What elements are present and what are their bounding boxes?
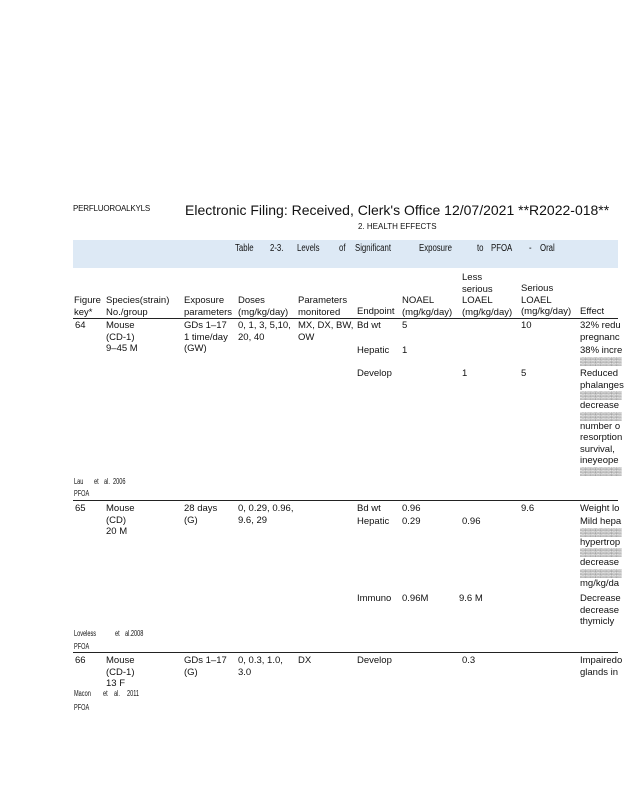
col-header-exposure: Exposure parameters bbox=[184, 295, 233, 318]
caption-word: Exposure bbox=[419, 243, 452, 254]
exposure-cell: 28 days (G) bbox=[184, 503, 218, 526]
less-serious-loael-cell: 9.6 M bbox=[459, 593, 483, 604]
effect-cell: Mild hepa ▒▒▒▒▒▒▒▒ hypertrop ▒▒▒▒▒▒▒▒ decrease ▒▒▒▒▒▒▒▒ mg/kg/da bbox=[580, 516, 622, 589]
caption-word: - bbox=[529, 243, 532, 254]
serious-loael-cell: 10 bbox=[521, 320, 532, 331]
citation-etal: al. bbox=[104, 477, 110, 486]
exposure-cell: GDs 1–17 (G) bbox=[184, 655, 227, 678]
noael-cell: 0.29 bbox=[402, 516, 421, 527]
caption-word: Levels bbox=[297, 243, 320, 254]
exposure-cell: GDs 1–17 1 time/day (GW) bbox=[184, 320, 228, 354]
citation-etal: et bbox=[94, 477, 99, 486]
less-serious-loael-cell: 0.96 bbox=[462, 516, 481, 527]
col-header-effect: Effect bbox=[580, 306, 605, 317]
endpoint-cell: Develop bbox=[357, 655, 392, 666]
noael-cell: 1 bbox=[402, 345, 408, 356]
effect-cell: 38% incre ▒▒▒▒▒▒▒▒ bbox=[580, 345, 623, 366]
header-rule bbox=[73, 318, 618, 319]
chemical-label: PFOA bbox=[74, 703, 90, 712]
params-cell: MX, DX, BW, OW bbox=[298, 320, 354, 343]
effect-cell: Impairedo glands in bbox=[580, 655, 623, 678]
running-head: PERFLUOROALKYLS bbox=[73, 204, 151, 213]
illegible-text: ▒▒▒▒▒▒▒▒ bbox=[580, 466, 622, 476]
citation-author: Loveless bbox=[74, 629, 97, 638]
endpoint-cell: Immuno bbox=[357, 593, 392, 604]
effect-cell: Weight lo bbox=[580, 503, 620, 514]
endpoint-cell: Bd wt bbox=[357, 503, 381, 514]
col-header-species: Species(strain) No./group bbox=[106, 295, 170, 318]
caption-word: 2-3. bbox=[270, 243, 284, 254]
filing-stamp: Electronic Filing: Received, Clerk's Office 12/07/2021 **R2022-018** bbox=[185, 202, 610, 218]
col-header-endpoint: Endpoint bbox=[357, 306, 395, 317]
endpoint-cell: Hepatic bbox=[357, 345, 390, 356]
doses-cell: 0, 0.3, 1.0, 3.0 bbox=[238, 655, 283, 678]
chemical-label: PFOA bbox=[74, 642, 90, 651]
chemical-label: PFOA bbox=[74, 489, 90, 498]
endpoint-cell: Bd wt bbox=[357, 320, 381, 331]
illegible-text: ▒▒▒▒▒▒▒▒ bbox=[580, 548, 622, 557]
serious-loael-cell: 9.6 bbox=[521, 503, 535, 514]
col-header-less-serious-loael: Less serious LOAEL (mg/kg/day) bbox=[462, 272, 513, 318]
noael-cell: 0.96M bbox=[402, 593, 429, 604]
illegible-text: ▒▒▒▒▒▒▒▒ bbox=[580, 568, 622, 578]
effect-cell: 32% redu pregnanc bbox=[580, 320, 621, 343]
endpoint-cell: Hepatic bbox=[357, 516, 390, 527]
effect-cell: Decrease decrease thymicly bbox=[580, 593, 621, 627]
doses-cell: 0, 1, 3, 5,10, 20, 40 bbox=[238, 320, 291, 343]
less-serious-loael-cell: 1 bbox=[462, 368, 468, 379]
col-header-noael: NOAEL (mg/kg/day) bbox=[402, 295, 453, 318]
effect-cell: Reduced phalanges ▒▒▒▒▒▒▒▒ decrease ▒▒▒▒▒▒▒▒ number o resorption survival, ineyeope ▒▒▒▒▒▒▒▒ bbox=[580, 368, 624, 476]
citation-etal: et bbox=[115, 629, 120, 638]
col-header-parameters: Parameters monitored bbox=[298, 295, 348, 318]
figure-key: 64 bbox=[75, 320, 86, 331]
citation-author: Lau bbox=[74, 477, 84, 486]
citation-year: al.2008 bbox=[125, 629, 144, 638]
col-header-doses: Doses (mg/kg/day) bbox=[238, 295, 289, 318]
endpoint-cell: Develop bbox=[357, 368, 392, 379]
caption-word: to bbox=[477, 243, 484, 254]
illegible-text: ▒▒▒▒▒▒▒▒ bbox=[580, 391, 622, 400]
row-rule bbox=[73, 500, 618, 501]
serious-loael-cell: 5 bbox=[521, 368, 527, 379]
citation-author: Macon bbox=[74, 689, 91, 698]
caption-word: PFOA bbox=[491, 243, 513, 254]
illegible-text: ▒▒▒▒▒▒▒▒ bbox=[580, 356, 622, 366]
caption-word: Table bbox=[235, 243, 254, 254]
less-serious-loael-cell: 0.3 bbox=[462, 655, 476, 666]
section-title: 2. HEALTH EFFECTS bbox=[358, 222, 437, 231]
noael-cell: 0.96 bbox=[402, 503, 421, 514]
species-cell: Mouse (CD-1) 9–45 M bbox=[106, 320, 138, 354]
citation-etal: et bbox=[103, 689, 108, 698]
species-cell: Mouse (CD-1) 13 F bbox=[106, 655, 135, 689]
caption-word: Significant bbox=[355, 243, 391, 254]
noael-cell: 5 bbox=[402, 320, 408, 331]
doses-cell: 0, 0.29, 0.96, 9.6, 29 bbox=[238, 503, 294, 526]
col-header-figure-key: Figure key* bbox=[74, 295, 101, 318]
illegible-text: ▒▒▒▒▒▒▒▒ bbox=[580, 411, 622, 421]
figure-key: 66 bbox=[75, 655, 86, 666]
citation-year: 2011 bbox=[127, 689, 140, 698]
species-cell: Mouse (CD) 20 M bbox=[106, 503, 135, 537]
params-cell: DX bbox=[298, 655, 312, 666]
col-header-serious-loael: Serious LOAEL (mg/kg/day) bbox=[521, 283, 572, 317]
citation-year: 2006 bbox=[113, 477, 126, 486]
citation-etal: al. bbox=[114, 689, 120, 698]
row-rule bbox=[73, 652, 618, 653]
illegible-text: ▒▒▒▒▒▒▒▒ bbox=[580, 527, 622, 537]
caption-word: Oral bbox=[540, 243, 555, 254]
caption-word: of bbox=[339, 243, 346, 254]
figure-key: 65 bbox=[75, 503, 86, 514]
